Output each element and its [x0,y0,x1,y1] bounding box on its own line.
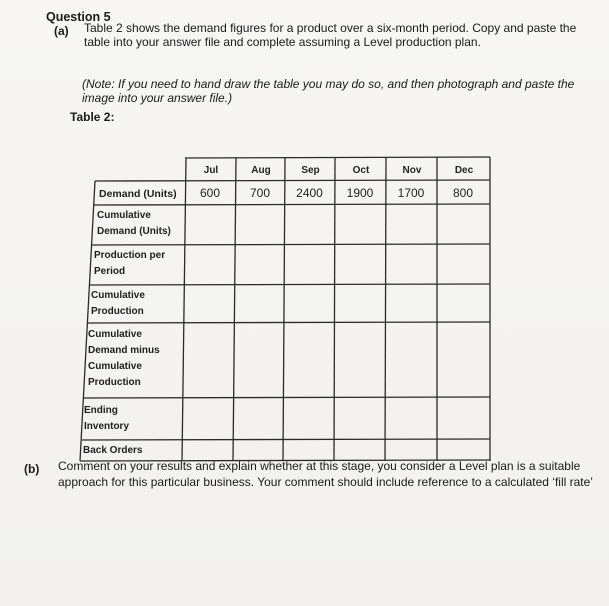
demand-sep: 2400 [296,186,323,200]
month-header-sep: Sep [301,165,320,176]
row-label-back-orders: Back Orders [83,445,143,456]
part-b-text: Comment on your results and explain whether at this stage, you consider a Level plan is a suitable approach for this particular business. Your comment should include reference to a calculated ‘fill rate’ [58,459,593,489]
row-label-cumulative-production: Cumulative Production [91,290,145,317]
month-header-dec: Dec [454,165,474,176]
month-header-jul: Jul [203,165,219,176]
row-label-cumulative-difference: Cumulative Demand minus Cumulative Production [88,329,160,388]
row-label-cumulative-demand: Cumulative Demand (Units) [97,210,171,237]
part-a-text: Table 2 shows the demand figures for a product over a six-month period. Copy and paste the table into your answer file and complete assuming a Level production plan. [84,21,577,49]
month-header-oct: Oct [352,165,370,176]
row-label-ending-inventory: Ending Inventory [84,405,130,432]
part-a-label: (a) [54,24,69,38]
demand-oct: 1900 [346,186,374,200]
demand-nov: 1700 [397,186,425,200]
month-header-aug: Aug [251,165,271,176]
month-header-nov: Nov [402,165,422,176]
row-label-production-per-period: Production per Period [94,250,166,277]
demand-jul: 600 [199,186,221,200]
row-label-demand: Demand (Units) [99,188,177,200]
question-title: Question 5 [46,10,111,24]
demand-aug: 700 [249,186,271,200]
table-label: Table 2: [70,110,115,124]
hand-draw-note: (Note: If you need to hand draw the table you may do so, and then photograph and paste the image into your answer file.) [82,77,575,105]
part-b-label: (b) [24,462,40,476]
demand-dec: 800 [452,186,474,200]
